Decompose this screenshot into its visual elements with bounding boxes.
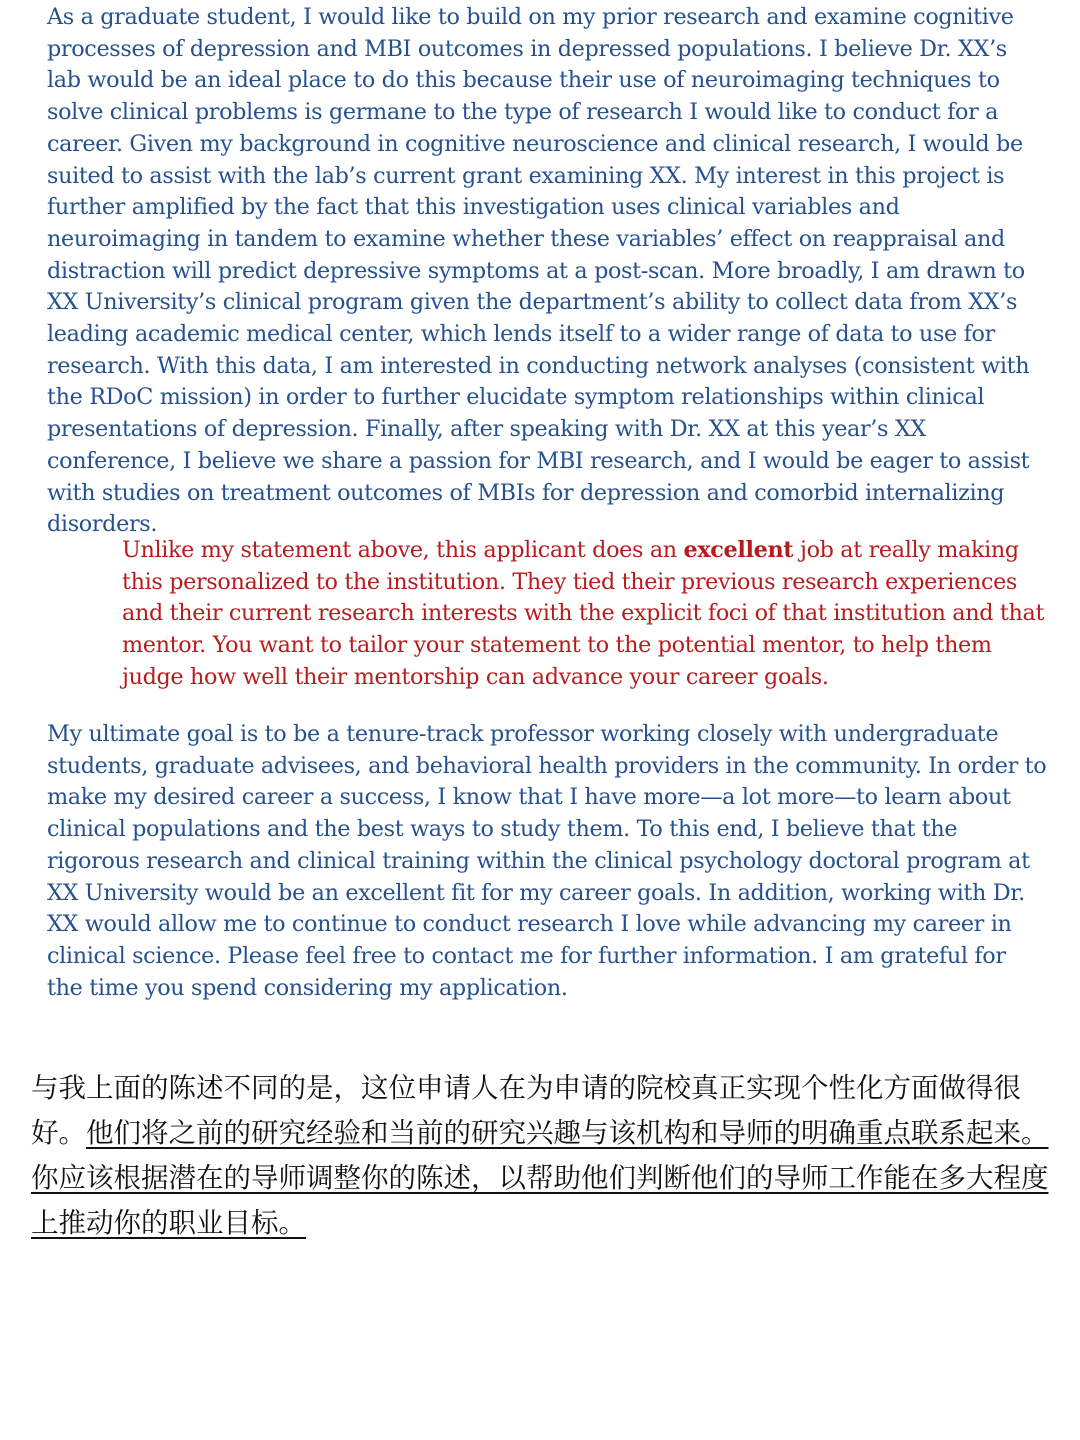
statement-paragraph-research: As a graduate student, I would like to build on my prior research and examine cognitive processes of depression and MBI outcomes in depressed populations. I believe Dr. XX’s lab would be an ideal place to do this because their use of neuroimaging techniques to solve clinical problems is germane to the type of research I would like to conduct for a career. Given my background in cognitive neuroscience and clinical research, I would be suited to assist with the lab’s current grant examining XX. My interest in this project is further amplified by the fact that this investigation uses clinical variables and neuroimaging in tandem to examine whether these variables’ effect on reappraisal and distraction will predict depressive symptoms at a post-scan. More broadly, I am drawn to XX University’s clinical program given the department’s ability to collect data from XX’s leading academic medical center, which lends itself to a wider range of data to use for research. With this data, I am interested in conducting network analyses (consistent with the RDoC mission) in order to further elucidate symptom relationships within clinical presentations of depression. Finally, after speaking with Dr. XX at this year’s XX conference, I believe we share a passion for MBI research, and I would be eager to assist with studies on treatment outcomes of MBIs for depression and comorbid internalizing disorders. xyxy=(47,4,1030,538)
reviewer-comment xyxy=(122,535,1052,694)
chinese-translation xyxy=(31,1066,1067,1246)
comment-text-start: Unlike my statement above, this applicant does an xyxy=(122,537,684,563)
comment-bold-word: excellent xyxy=(683,537,794,563)
translation-plain: 与我上面的陈述不同的是，这位申请人在为申请的院校真正实现个性化方面做得很好。 xyxy=(31,1072,1021,1149)
translation-underlined: 他们将之前的研究经验和当前的研究兴趣与该机构和导师的明确重点联系起来。你应该根据潜在的导师调整你的陈述，以帮助他们判断他们的导师工作能在多大程度上推动你的职业目标。 xyxy=(31,1117,1049,1239)
comment-text-end: job at really making this personalized to the institution. They tied their previous research experiences and their current research interests with the explicit foci of that institution and that mentor. You want to tailor your statement to the potential mentor, to help them judge how well their mentorship can advance your career goals. xyxy=(122,537,1045,690)
statement-paragraph-goals: My ultimate goal is to be a tenure-track professor working closely with undergraduate students, graduate advisees, and behavioral health providers in the community. In order to make my desired career a success, I know that I have more—a lot more—to learn about clinical populations and the best ways to study them. To this end, I believe that the rigorous research and clinical training within the clinical psychology doctoral program at XX University would be an excellent fit for my career goals. In addition, working with Dr. XX would allow me to continue to conduct research I love while advancing my career in clinical science. Please feel free to contact me for further information. I am grateful for the time you spend considering my application. xyxy=(47,721,1047,1001)
